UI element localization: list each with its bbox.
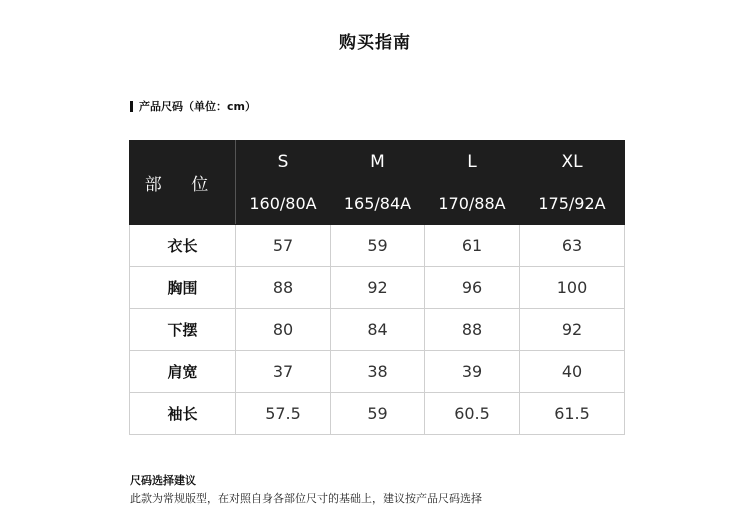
table-cell: 96 [425,267,520,309]
table-cell: 59 [331,393,425,435]
table-cell: 88 [425,309,520,351]
table-cell: 100 [520,267,625,309]
heading-bar-mark [130,101,133,112]
size-header-row [130,141,625,183]
section-heading [130,98,256,114]
advice-text: 此款为常规版型，在对照自身各部位尺寸的基础上，建议按产品尺码选择 [130,492,482,505]
table-cell: 40 [520,351,625,393]
table-cell: 92 [520,309,625,351]
part-name: 下摆 [130,309,236,351]
size-table [129,140,625,435]
part-name: 袖长 [130,393,236,435]
size-label-m: M [331,141,425,183]
table-cell: 92 [331,267,425,309]
section-heading-label: 产品尺码（单位：cm） [139,100,256,113]
table-cell: 61 [425,225,520,267]
table-cell: 37 [236,351,331,393]
table-row [130,393,625,435]
table-cell: 88 [236,267,331,309]
page-title: 购买指南 [339,33,411,53]
part-name: 肩宽 [130,351,236,393]
table-row [130,225,625,267]
table-row [130,351,625,393]
size-label-xl: XL [520,141,625,183]
advice-title: 尺码选择建议 [130,474,196,487]
size-spec-s: 160/80A [236,183,331,225]
table-row [130,267,625,309]
part-header: 部 位 [130,141,236,225]
table-cell: 38 [331,351,425,393]
part-name: 衣长 [130,225,236,267]
table-cell: 80 [236,309,331,351]
table-row [130,309,625,351]
table-cell: 57 [236,225,331,267]
size-label-l: L [425,141,520,183]
table-cell: 59 [331,225,425,267]
table-cell: 60.5 [425,393,520,435]
table-cell: 61.5 [520,393,625,435]
table-cell: 84 [331,309,425,351]
size-spec-m: 165/84A [331,183,425,225]
table-cell: 57.5 [236,393,331,435]
size-spec-l: 170/88A [425,183,520,225]
size-label-s: S [236,141,331,183]
size-spec-xl: 175/92A [520,183,625,225]
table-cell: 63 [520,225,625,267]
table-cell: 39 [425,351,520,393]
part-name: 胸围 [130,267,236,309]
